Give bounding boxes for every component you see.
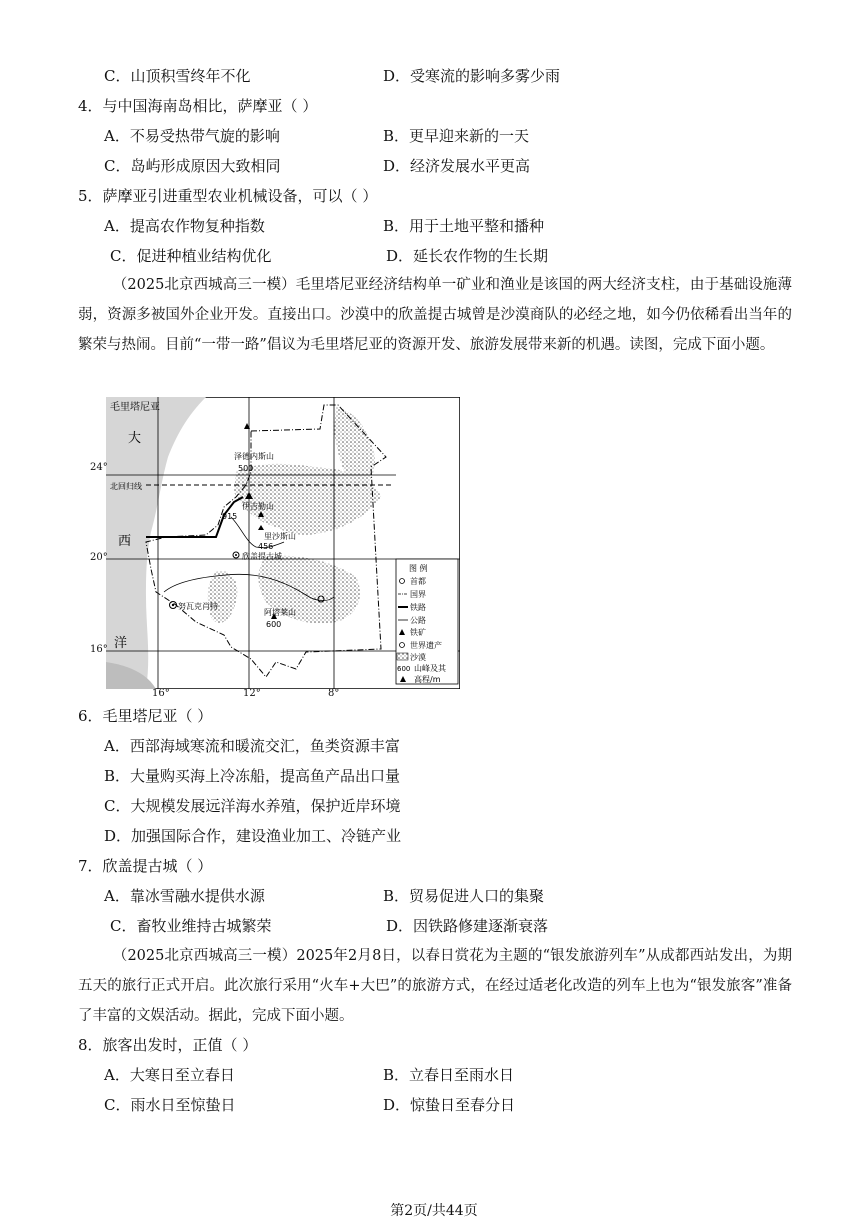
mountain3-name: 里沙斯山 (264, 532, 296, 541)
q7-option-c: C．畜牧业维持古城繁荣 (110, 917, 272, 935)
legend-heritage: 世界遗产 (410, 641, 442, 650)
q5-option-b: B．用于土地平整和播种 (383, 217, 545, 235)
legend-capital: 首都 (410, 577, 426, 586)
q4-option-c: C．岛屿形成原因大致相同 (104, 157, 281, 175)
q6-option-a: A．西部海域寒流和暖流交汇，鱼类资源丰富 (104, 737, 400, 755)
mountain3-elev: 456 (258, 542, 274, 551)
q6-option-d: D．加强国际合作，建设渔业加工、冷链产业 (104, 827, 402, 845)
q4-stem: 4．与中国海南岛相比，萨摩亚（ ） (78, 97, 318, 115)
map-legend (396, 559, 458, 684)
tropic-label: 北回归线 (110, 482, 142, 491)
q8-option-c: C．雨水日至惊蛰日 (104, 1096, 236, 1114)
q5-option-a: A．提高农作物复种指数 (104, 217, 265, 235)
q6-stem: 6．毛里塔尼亚（ ） (78, 707, 213, 725)
mountain1-name: 泽德内斯山 (234, 452, 274, 461)
q7-option-d: D．因铁路修建逐渐衰落 (386, 917, 549, 935)
legend-road: 公路 (410, 616, 426, 625)
q8-stem: 8．旅客出发时，正值（ ） (78, 1036, 258, 1054)
q7-option-a: A．靠冰雪融水提供水源 (104, 887, 265, 905)
lat-label-16: 16° (90, 644, 108, 655)
page-footer: 第2页/共44页 (390, 1203, 478, 1219)
lat-label-20: 20° (90, 552, 108, 563)
q5-stem: 5．萨摩亚引进重型农业机械设备，可以（ ） (78, 187, 378, 205)
intro-paragraph-mauritania: （2025北京西城高三一模）毛里塔尼亚经济结构单一矿业和渔业是该国的两大经济支柱，由于基础设施薄弱，资源多被国外企业开发。直接出口。沙漠中的欣盖提古城曾是沙漠商队的必经之地，如今仍依稀看出当年的繁荣与热闹。目前“一带一路”倡议为毛里塔尼亚的资源开发、旅游发展带来新的机遇。读图，完成下面小题。 (78, 277, 792, 353)
ocean-char-3: 洋 (114, 636, 128, 651)
q4-option-d: D．经济发展水平更高 (383, 157, 531, 175)
lat-label-24: 24° (90, 462, 108, 473)
ancient-city-label: 欣盖提古城 (242, 552, 282, 561)
legend-title: 图 例 (409, 564, 428, 573)
q8-option-d: D．惊蛰日至春分日 (383, 1096, 516, 1114)
legend-peak2: 高程/m (414, 675, 441, 684)
q6-option-c: C．大规模发展远洋海水养殖，保护近岸环境 (104, 797, 401, 815)
q4-option-b: B．更早迎来新的一天 (383, 127, 530, 145)
legend-peak-sample: 600 (397, 665, 411, 673)
mountain2-name: 伊吉勒山 (242, 502, 274, 511)
lon-label-8: 8° (328, 688, 340, 699)
legend-iron: 铁矿 (410, 628, 426, 637)
mountain1-elev: 500 (238, 464, 254, 473)
legend-desert-icon (397, 653, 408, 660)
q7-stem: 7．欣盖提古城（ ） (78, 857, 213, 875)
legend-peak: 山峰及其 (414, 664, 446, 673)
mauritania-map (106, 397, 460, 689)
mountain4-name: 阿塔莱山 (264, 608, 296, 617)
legend-railway: 铁路 (410, 603, 426, 612)
q8-option-b: B．立春日至雨水日 (383, 1066, 515, 1084)
lon-label-16: 16° (152, 688, 170, 699)
intro-paragraph-train: （2025北京西城高三一模）2025年2月8日，以春日赏花为主题的“银发旅游列车”从成都西站发出，为期五天的旅行正式开启。此次旅行采用“火车+大巴”的旅游方式，在经过适老化改造的列车上也为“银发旅客”准备了丰富的文娱活动。据此，完成下面小题。 (78, 948, 792, 1024)
mountain2-elev: 915 (222, 512, 238, 521)
capital-label: 努瓦克肖特 (178, 602, 218, 611)
lon-label-12: 12° (243, 688, 261, 699)
ocean-char-1: 大 (128, 431, 142, 446)
q7-option-b: B．贸易促进人口的集聚 (383, 887, 545, 905)
q3-option-d: D．受寒流的影响多雾少雨 (383, 67, 561, 85)
ocean-char-2: 西 (118, 534, 132, 549)
q5-option-c: C．促进种植业结构优化 (110, 247, 272, 265)
q3-option-c: C．山顶积雪终年不化 (104, 67, 251, 85)
map-title: 毛里塔尼亚 (110, 402, 160, 413)
q6-option-b: B．大量购买海上冷冻船，提高鱼产品出口量 (104, 767, 401, 785)
q4-option-a: A．不易受热带气旋的影响 (104, 127, 280, 145)
legend-desert: 沙漠 (410, 653, 426, 662)
q8-option-a: A．大寒日至立春日 (104, 1066, 235, 1084)
mountain4-elev: 600 (266, 620, 282, 629)
legend-border: 国界 (410, 590, 426, 599)
q5-option-d: D．延长农作物的生长期 (386, 247, 549, 265)
